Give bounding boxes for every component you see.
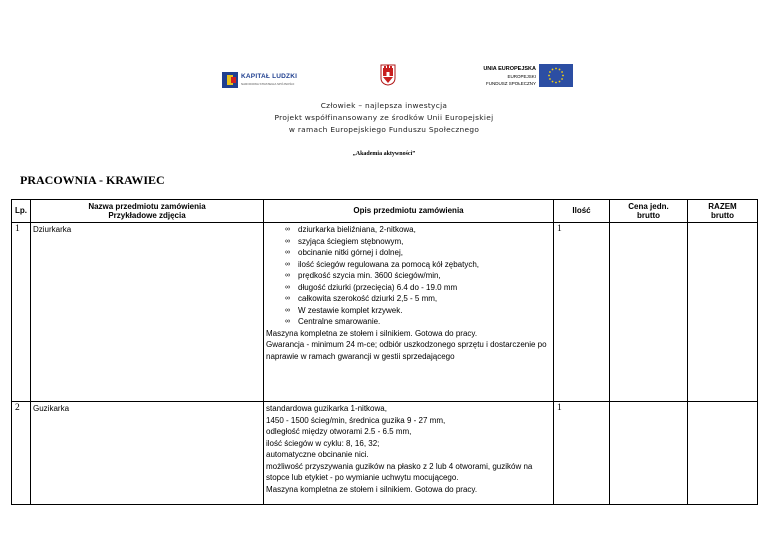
eu-line3: FUNDUSZ SPOŁECZNY	[485, 81, 536, 86]
desc-line: automatyczne obcinanie nici.	[266, 450, 369, 459]
eu-star-icon	[561, 71, 563, 73]
header-price-line1: Cena jedn.	[628, 201, 669, 211]
desc-line: ilość ściegów w cyklu: 8, 16, 32;	[266, 438, 380, 448]
motto: „Akademia aktywności”	[352, 151, 416, 157]
header-name-line1: Nazwa przedmiotu zamówienia	[88, 201, 206, 211]
header-line-1: Człowiek – najlepsza inwestycja	[320, 101, 448, 110]
eu-star-icon	[552, 81, 554, 83]
kapital-ludzki-subtitle: NARODOWA STRATEGIA SPÓJNOŚCI	[241, 82, 295, 86]
list-item: ∞ szyjąca ściegiem stębnowym,	[266, 236, 551, 248]
list-item: ∞ długość dziurki (przecięcia) 6.4 do - 19.0 mm	[266, 282, 551, 294]
table-header-row	[12, 200, 758, 223]
project-header	[0, 100, 768, 136]
eu-text	[468, 66, 536, 87]
feature-list	[266, 224, 551, 328]
list-item: ∞ ilość ściegów regulowana za pomocą kół zębatych,	[266, 259, 551, 271]
eu-star-icon	[552, 69, 554, 71]
row-qty: 1	[554, 223, 610, 402]
table-row	[12, 402, 758, 505]
eu-star-icon	[549, 78, 551, 80]
row-lp: 2	[12, 402, 31, 505]
row-total	[688, 223, 758, 402]
kapital-ludzki-icon	[222, 72, 238, 88]
header-line-3: w ramach Europejskiego Funduszu Społecznego	[288, 125, 480, 134]
eu-star-icon	[561, 78, 563, 80]
row-total	[688, 402, 758, 505]
header-total-line2: brutto	[710, 211, 735, 220]
header-name-line2: Przykładowe zdjęcia	[108, 211, 186, 220]
desc-line: standardowa guzikarka 1-nitkowa,	[266, 404, 387, 413]
list-item: ∞ całkowita szerokość dziurki 2,5 - 5 mm,	[266, 293, 551, 305]
row-qty: 1	[554, 402, 610, 505]
eu-star-icon	[559, 81, 561, 83]
eu-star-icon	[555, 68, 557, 70]
desc-line: Gwarancja - minimum 24 m-ce; odbiór uszkodzonego sprzętu i dostarczenie po naprawie w ramach gwarancji w gestii sprzedającego	[266, 340, 547, 361]
header-total-line1: RAZEM	[708, 201, 737, 211]
list-item: ∞ prędkość szycia min. 3600 ściegów/min,	[266, 270, 551, 282]
list-item: ∞ obcinanie nitki górnej i dolnej,	[266, 247, 551, 259]
order-table	[11, 199, 758, 505]
row-name: Dziurkarka	[31, 223, 264, 402]
header-lp: Lp.	[12, 200, 31, 223]
eu-flag-icon	[539, 64, 573, 87]
eu-star-icon	[555, 82, 557, 84]
list-item: ∞ W zestawie komplet krzywek.	[266, 305, 551, 317]
header-price-line2: brutto	[636, 211, 661, 220]
section-title: PRACOWNIA - KRAWIEC	[20, 173, 165, 187]
desc-line: Maszyna kompletna ze stołem i silnikiem. Gotowa do pracy.	[266, 484, 478, 494]
eu-star-icon	[549, 71, 551, 73]
row-price	[610, 402, 688, 505]
header-price	[610, 200, 688, 223]
row-price	[610, 223, 688, 402]
header-desc: Opis przedmiotu zamówienia	[264, 200, 554, 223]
eu-star-icon	[559, 69, 561, 71]
header-qty: Ilość	[554, 200, 610, 223]
row-description	[264, 223, 554, 402]
kapital-ludzki-logo	[222, 72, 298, 90]
desc-line: odległość między otworami 2.5 - 6.5 mm,	[266, 427, 412, 436]
eu-line2: EUROPEJSKI	[507, 74, 536, 79]
row-lp: 1	[12, 223, 31, 402]
list-item: ∞ dziurkarka bieliźniana, 2-nitkowa,	[266, 224, 551, 236]
eu-title: UNIA EUROPEJSKA	[483, 66, 536, 72]
row-description	[264, 402, 554, 505]
desc-line: 1450 - 1500 ścieg/min, średnica guzika 9 - 27 mm,	[266, 415, 446, 425]
header-total	[688, 200, 758, 223]
kapital-ludzki-title: KAPITAŁ LUDZKI	[241, 73, 298, 80]
header-name	[31, 200, 264, 223]
table-row	[12, 223, 758, 402]
eu-star-icon	[562, 75, 564, 77]
header-line-2: Projekt współfinansowany ze środków Unii Europejskiej	[274, 113, 494, 122]
logo-bar	[0, 60, 768, 96]
city-crest-icon	[380, 64, 396, 86]
desc-line: Maszyna kompletna ze stołem i silnikiem. Gotowa do pracy.	[266, 328, 478, 338]
row-name: Guzikarka	[31, 402, 264, 505]
desc-line: możliwość przyszywania guzików na płasko z 2 lub 4 otworami, guzików na stopce lub etykiet - po wymianie uchwytu mocującego.	[266, 461, 533, 482]
list-item: ∞ Centralne smarowanie.	[266, 316, 551, 328]
eu-star-icon	[548, 75, 550, 77]
